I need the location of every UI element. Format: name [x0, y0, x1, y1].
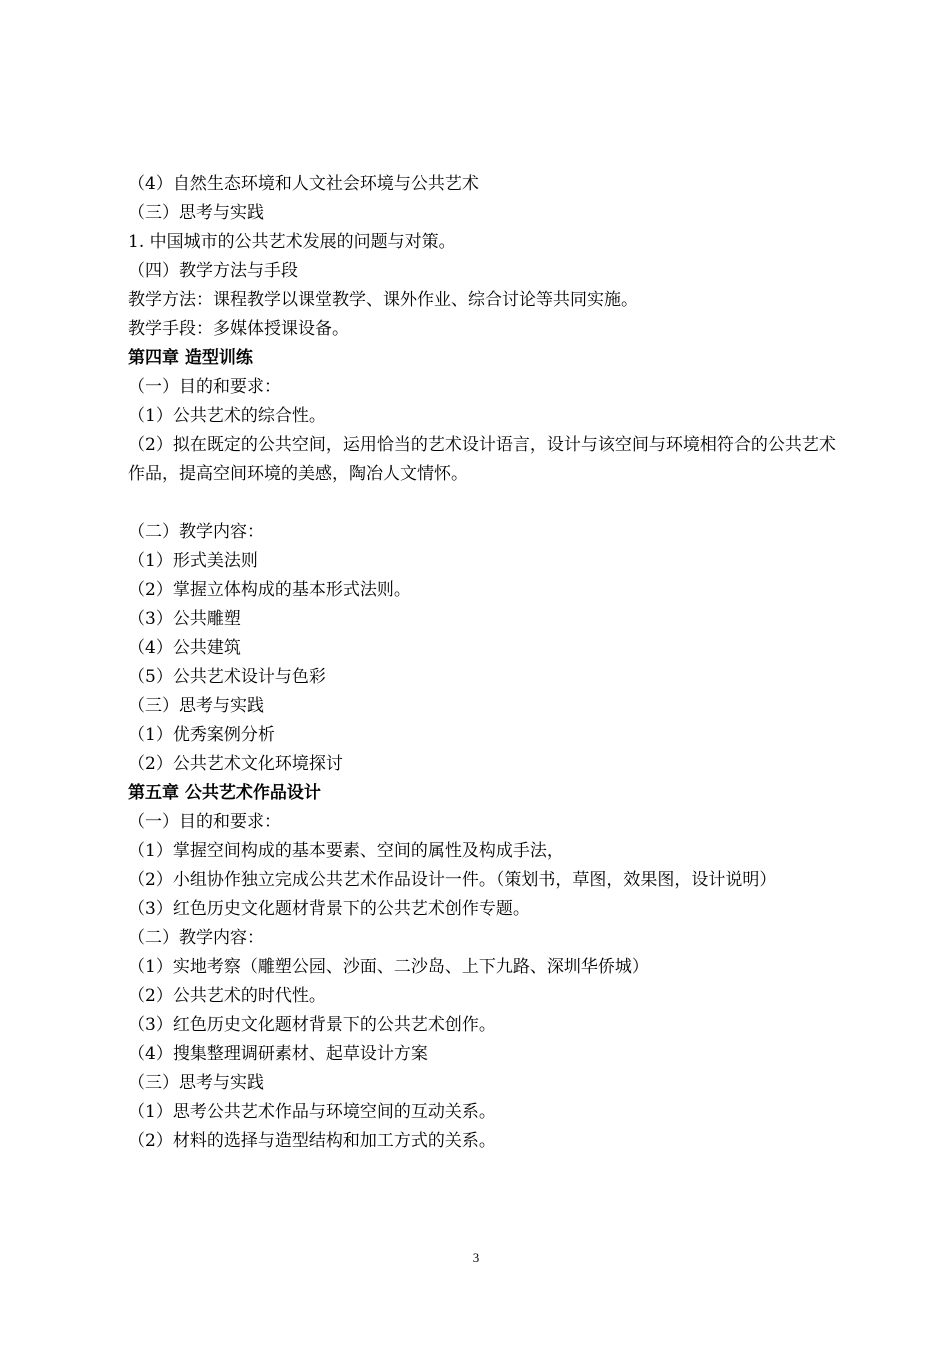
text-line: （5）公共艺术设计与色彩 — [128, 667, 326, 687]
text-line: （4）搜集整理调研素材、起草设计方案 — [128, 1044, 428, 1064]
text-line: （三）思考与实践 — [128, 696, 264, 716]
blank-line — [128, 489, 840, 518]
text-line: （2）材料的选择与造型结构和加工方式的关系。 — [128, 1131, 496, 1151]
text-line: （1）思考公共艺术作品与环境空间的互动关系。 — [128, 1102, 496, 1122]
text-line: （2）掌握立体构成的基本形式法则。 — [128, 580, 411, 600]
text-line: （一）目的和要求： — [128, 377, 281, 397]
page-number: 3 — [472, 1250, 480, 1265]
text-line: （四）教学方法与手段 — [128, 261, 298, 281]
page-body — [128, 170, 840, 1156]
text-line: （二）教学内容： — [128, 928, 264, 948]
text-line: （二）教学内容： — [128, 522, 264, 542]
text-line: （三）思考与实践 — [128, 1073, 264, 1093]
text-line: （1）优秀案例分析 — [128, 725, 275, 745]
text-line: 教学方法：课程教学以课堂教学、课外作业、综合讨论等共同实施。 — [128, 290, 638, 310]
text-line: （1）实地考察（雕塑公园、沙面、二沙岛、上下九路、深圳华侨城） — [128, 957, 649, 977]
text-paragraph: （2）拟在既定的公共空间，运用恰当的艺术设计语言，设计与该空间与环境相符合的公共艺术作品，提高空间环境的美感，陶冶人文情怀。 — [128, 435, 836, 484]
text-line: 1. 中国城市的公共艺术发展的问题与对策。 — [128, 232, 456, 252]
text-line: （4）自然生态环境和人文社会环境与公共艺术 — [128, 174, 479, 194]
text-line: （2）公共艺术的时代性。 — [128, 986, 326, 1006]
text-line: （一）目的和要求： — [128, 812, 281, 832]
text-line: （1）掌握空间构成的基本要素、空间的属性及构成手法， — [128, 841, 564, 861]
text-line: （3）红色历史文化题材背景下的公共艺术创作。 — [128, 1015, 496, 1035]
text-line: （3）红色历史文化题材背景下的公共艺术创作专题。 — [128, 899, 530, 919]
chapter-4-title: 第四章 造型训练 — [128, 348, 253, 368]
text-line: （三）思考与实践 — [128, 203, 264, 223]
text-line: （4）公共建筑 — [128, 638, 241, 658]
text-line: （3）公共雕塑 — [128, 609, 241, 629]
chapter-5-title: 第五章 公共艺术作品设计 — [128, 783, 321, 803]
text-line: 教学手段：多媒体授课设备。 — [128, 319, 349, 339]
text-line: （1）公共艺术的综合性。 — [128, 406, 326, 426]
text-line: （2）公共艺术文化环境探讨 — [128, 754, 343, 774]
text-line: （1）形式美法则 — [128, 551, 258, 571]
text-paragraph: （2）小组协作独立完成公共艺术作品设计一件。（策划书，草图，效果图，设计说明） — [128, 870, 777, 890]
